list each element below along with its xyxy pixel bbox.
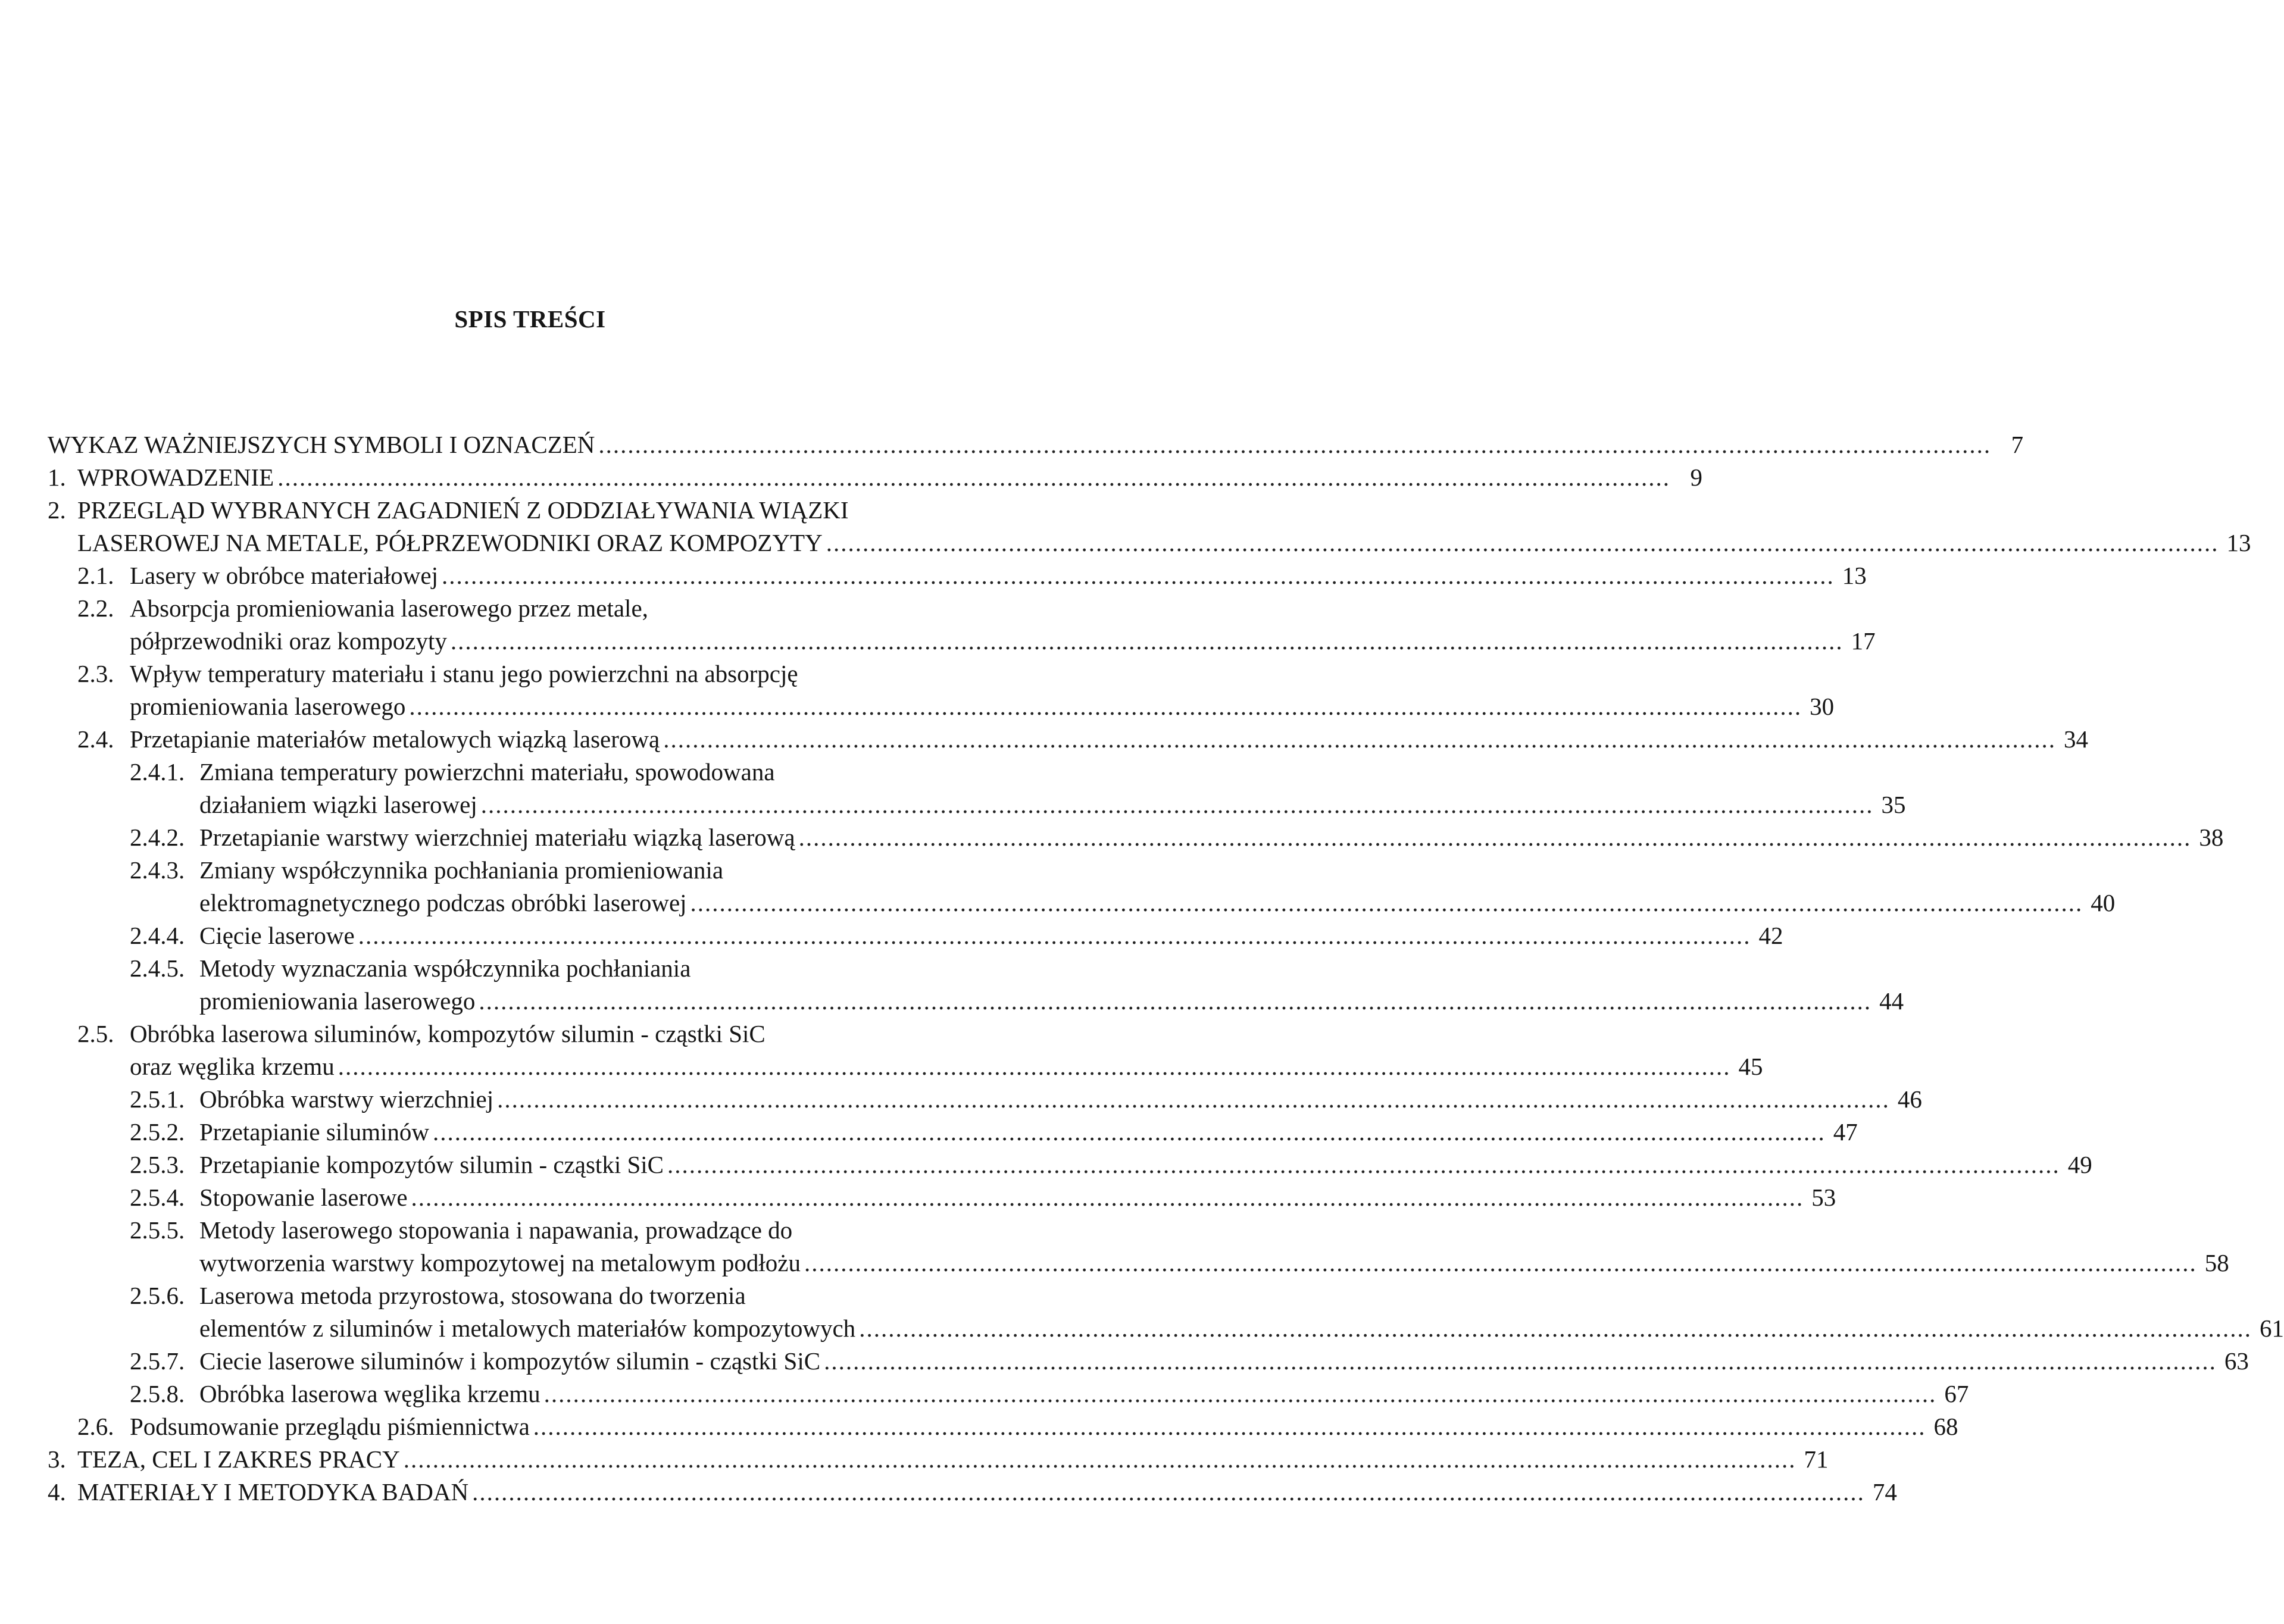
entry-page: 45 bbox=[1738, 1053, 1763, 1080]
entry-number: 2.4.5. bbox=[130, 955, 185, 982]
entry-page: 67 bbox=[1944, 1380, 1969, 1407]
entry-number: 2.2. bbox=[77, 594, 114, 622]
leader-dots: ............................................................................................................................................................................................... bbox=[411, 1184, 1804, 1211]
entry-number: 2.5.7. bbox=[130, 1347, 185, 1375]
entry-text: Metody wyznaczania współczynnika pochłaniania bbox=[199, 955, 691, 982]
entry-page: 46 bbox=[1897, 1085, 1922, 1113]
entry-number: 2.4.2. bbox=[130, 824, 185, 851]
entry-number: 2.5. bbox=[77, 1020, 114, 1047]
entry-page: 38 bbox=[2199, 824, 2224, 851]
entry-text: Laserowa metoda przyrostowa, stosowana do tworzenia bbox=[199, 1282, 746, 1309]
entry-text: Przetapianie kompozytów silumin - cząstki SiC bbox=[199, 1151, 664, 1178]
entry-number: 2.1. bbox=[77, 562, 114, 589]
entry-page: 13 bbox=[1842, 562, 1867, 589]
entry-text: Podsumowanie przeglądu piśmiennictwa bbox=[130, 1413, 530, 1440]
entry-page: 61 bbox=[2259, 1315, 2284, 1342]
entry-text: Obróbka laserowa węglika krzemu bbox=[199, 1380, 540, 1407]
leader-dots: ............................................................................................................................................................................................... bbox=[480, 791, 1874, 818]
entry-number: 2.6. bbox=[77, 1413, 114, 1440]
leader-dots: ............................................................................................................................................................................................... bbox=[804, 1249, 2197, 1276]
entry-text: WYKAZ WAŻNIEJSZYCH SYMBOLI I OZNACZEŃ bbox=[48, 431, 595, 458]
leader-dots: ............................................................................................................................................................................................... bbox=[433, 1118, 1826, 1146]
leader-dots: ............................................................................................................................................................................................... bbox=[543, 1380, 1937, 1407]
entry-text: Przetapianie siluminów bbox=[199, 1118, 429, 1146]
entry-text: Cięcie laserowe bbox=[199, 922, 355, 949]
entry-text: TEZA, CEL I ZAKRES PRACY bbox=[77, 1445, 400, 1473]
leader-dots: ............................................................................................................................................................................................... bbox=[826, 529, 2219, 556]
entry-text: elektromagnetycznego podczas obróbki laserowej bbox=[199, 889, 687, 916]
entry-page: 68 bbox=[1933, 1413, 1958, 1440]
leader-dots: ............................................................................................................................................................................................... bbox=[663, 725, 2056, 753]
leader-dots: ............................................................................................................................................................................................... bbox=[403, 1445, 1796, 1473]
entry-page: 47 bbox=[1833, 1118, 1858, 1146]
entry-number: 2.4.1. bbox=[130, 758, 185, 786]
entry-number: 2. bbox=[48, 496, 66, 524]
entry-text: Obróbka laserowa siluminów, kompozytów silumin - cząstki SiC bbox=[130, 1020, 766, 1047]
entry-page: 40 bbox=[2091, 889, 2116, 916]
entry-number: 2.4. bbox=[77, 725, 114, 753]
entry-page: 44 bbox=[1879, 987, 1904, 1015]
entry-page: 9 bbox=[1690, 464, 1702, 491]
entry-text: Obróbka warstwy wierzchniej bbox=[199, 1085, 494, 1113]
leader-dots: ............................................................................................................................................................................................... bbox=[479, 987, 1872, 1015]
entry-text: promieniowania laserowego bbox=[130, 693, 406, 720]
entry-text: Zmiana temperatury powierzchni materiału, spowodowana bbox=[199, 758, 775, 786]
entry-number: 2.5.5. bbox=[130, 1216, 185, 1244]
entry-text: działaniem wiązki laserowej bbox=[199, 791, 477, 818]
entry-text: Przetapianie materiałów metalowych wiązką laserową bbox=[130, 725, 660, 753]
entry-page: 42 bbox=[1758, 922, 1783, 949]
entry-text: wytworzenia warstwy kompozytowej na metalowym podłożu bbox=[199, 1249, 801, 1276]
entry-text: PRZEGLĄD WYBRANYCH ZAGADNIEŃ Z ODDZIAŁYWANIA WIĄZKI bbox=[77, 496, 849, 524]
entry-text: elementów z siluminów i metalowych materiałów kompozytowych bbox=[199, 1315, 856, 1342]
leader-dots: ............................................................................................................................................................................................... bbox=[472, 1478, 1865, 1506]
entry-number: 4. bbox=[48, 1478, 66, 1506]
entry-page: 35 bbox=[1881, 791, 1906, 818]
leader-dots: ............................................................................................................................................................................................... bbox=[450, 627, 1844, 655]
entry-text: MATERIAŁY I METODYKA BADAŃ bbox=[77, 1478, 469, 1506]
leader-dots: ............................................................................................................................................................................................... bbox=[824, 1347, 2217, 1375]
entry-text: Zmiany współczynnika pochłaniania promieniowania bbox=[199, 856, 724, 884]
entry-text: WPROWADZENIE bbox=[77, 464, 274, 491]
entry-text: Ciecie laserowe siluminów i kompozytów silumin - cząstki SiC bbox=[199, 1347, 821, 1375]
entry-number: 2.5.3. bbox=[130, 1151, 185, 1178]
leader-dots: ............................................................................................................................................................................................... bbox=[667, 1151, 2060, 1178]
entry-text: oraz węglika krzemu bbox=[130, 1053, 335, 1080]
leader-dots: ............................................................................................................................................................................................... bbox=[598, 431, 1992, 458]
entry-page: 49 bbox=[2067, 1151, 2092, 1178]
entry-number: 2.5.4. bbox=[130, 1184, 185, 1211]
entry-number: 3. bbox=[48, 1445, 66, 1473]
leader-dots: ............................................................................................................................................................................................... bbox=[859, 1315, 2252, 1342]
entry-page: 63 bbox=[2224, 1347, 2249, 1375]
entry-number: 2.3. bbox=[77, 660, 114, 687]
entry-number: 2.5.2. bbox=[130, 1118, 185, 1146]
leader-dots: ............................................................................................................................................................................................... bbox=[338, 1053, 1731, 1080]
entry-page: 71 bbox=[1804, 1445, 1829, 1473]
page-title: SPIS TREŚCI bbox=[454, 305, 606, 333]
entry-number: 2.5.8. bbox=[130, 1380, 185, 1407]
entry-number: 2.5.1. bbox=[130, 1085, 185, 1113]
leader-dots: ............................................................................................................................................................................................... bbox=[277, 464, 1670, 491]
entry-page: 13 bbox=[2226, 529, 2251, 556]
leader-dots: ............................................................................................................................................................................................... bbox=[533, 1413, 1926, 1440]
entry-text: Wpływ temperatury materiału i stanu jego powierzchni na absorpcję bbox=[130, 660, 798, 687]
entry-text: Przetapianie warstwy wierzchniej materiału wiązką laserową bbox=[199, 824, 795, 851]
entry-page: 17 bbox=[1851, 627, 1876, 655]
entry-text: Absorpcja promieniowania laserowego przez metale, bbox=[130, 594, 648, 622]
entry-page: 34 bbox=[2063, 725, 2088, 753]
entry-page: 53 bbox=[1811, 1184, 1836, 1211]
leader-dots: ............................................................................................................................................................................................... bbox=[690, 889, 2083, 916]
entry-text: promieniowania laserowego bbox=[199, 987, 476, 1015]
entry-page: 74 bbox=[1872, 1478, 1897, 1506]
leader-dots: ............................................................................................................................................................................................... bbox=[409, 693, 1802, 720]
entry-number: 2.4.3. bbox=[130, 856, 185, 884]
entry-page: 7 bbox=[2011, 431, 2024, 458]
leader-dots: ............................................................................................................................................................................................... bbox=[497, 1085, 1890, 1113]
leader-dots: ............................................................................................................................................................................................... bbox=[798, 824, 2192, 851]
entry-number: 1. bbox=[48, 464, 66, 491]
leader-dots: ............................................................................................................................................................................................... bbox=[441, 562, 1835, 589]
leader-dots: ............................................................................................................................................................................................... bbox=[358, 922, 1751, 949]
entry-page: 30 bbox=[1810, 693, 1835, 720]
entry-number: 2.4.4. bbox=[130, 922, 185, 949]
entry-text: półprzewodniki oraz kompozyty bbox=[130, 627, 447, 655]
entry-text: LASEROWEJ NA METALE, PÓŁPRZEWODNIKI ORAZ KOMPOZYTY bbox=[77, 529, 823, 556]
entry-page: 58 bbox=[2204, 1249, 2229, 1276]
entry-number: 2.5.6. bbox=[130, 1282, 185, 1309]
entry-text: Lasery w obróbce materiałowej bbox=[130, 562, 438, 589]
entry-text: Metody laserowego stopowania i napawania, prowadzące do bbox=[199, 1216, 793, 1244]
entry-text: Stopowanie laserowe bbox=[199, 1184, 408, 1211]
